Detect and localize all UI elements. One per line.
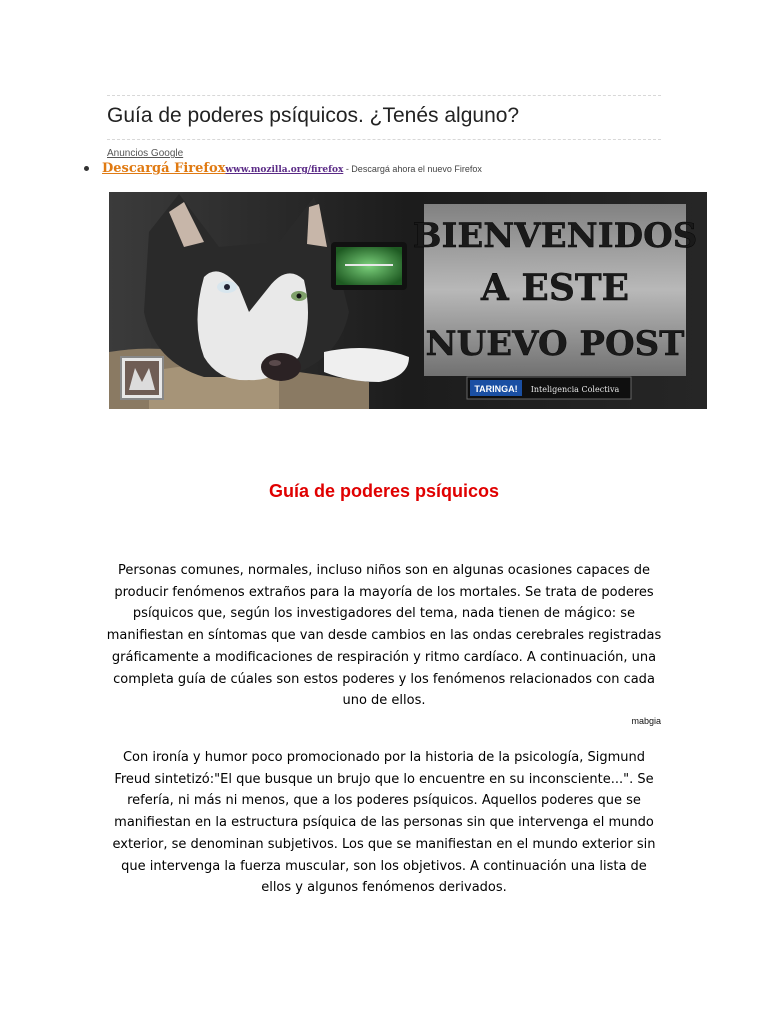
freud-paragraph: Con ironía y humor poco promocionado por la historia de la psicología, Sigmund Freud sintetizó:"El que busque un brujo que lo encuentre en su inconsciente...". Se refería, ni más ni menos, que a los poderes psíquicos. Aquellos poderes que se manifiestan en la estructura psíquica de las personas sin que intervenga el mundo exterior, se denominan subjetivos. Los que se manifiestan en el mundo exterior sin que intervenga la fuerza muscular, son los objetivos. A continuación una lista de ellos y algunos fenómenos derivados. [112,750,656,896]
intro-paragraph: Personas comunes, normales, incluso niños son en algunas ocasiones capaces de producir fenómenos extraños para la mayoría de los mortales. Se trata de poderes psíquicos que, según los investigadores del tema, nada tienen de mágico: se manifiestan en síntomas que van desde cambios en las ondas cerebrales registradas gráficamente a modificaciones de respiración y ritmo cardíaco. A continuación, una completa guía de cúales son estos poderes y los fenómenos relacionados con cada uno de ellos. [106,563,662,709]
ad-item [84,161,482,176]
husky-banner-graphic [109,192,707,409]
banner-line3: NUEVO POST [425,324,685,364]
author-credit: mabgia [631,716,661,726]
ad-title-link[interactable]: Descargá Firefox [102,161,226,176]
post-title: Guía de poderes psíquicos. ¿Tenés alguno? [107,104,520,127]
banner-line2: A ESTE [480,267,630,309]
ad-url-link[interactable]: www.mozilla.org/firefox [225,165,344,175]
banner-line1: BIENVENIDOS [412,216,698,256]
taringa-logo: TARINGA! [474,384,518,394]
welcome-banner [109,192,707,409]
taringa-tagline: Inteligencia Colectiva [530,385,620,394]
bullet-icon [84,166,89,171]
section-heading: Guía de poderes psíquicos [268,481,500,501]
top-divider [107,95,661,96]
ad-description: - Descargá ahora el nuevo Firefox [343,164,482,174]
ads-label-link[interactable]: Anuncios Google [107,148,184,159]
title-divider [107,139,661,140]
